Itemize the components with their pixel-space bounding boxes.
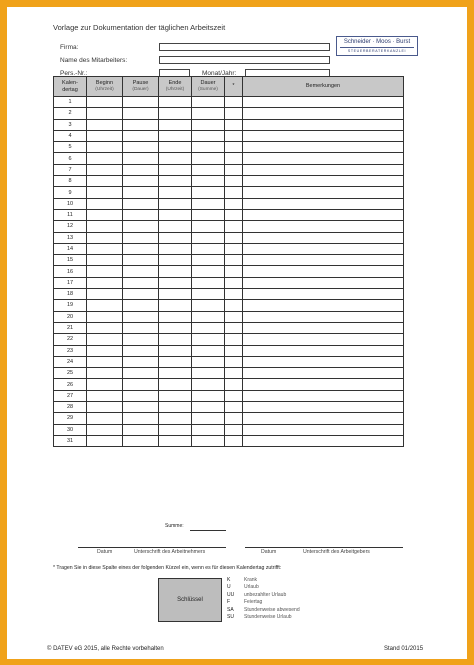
beginn-cell[interactable] [87,379,123,390]
day-cell: 13 [54,232,87,243]
table-row [54,153,404,164]
bemerkungen-cell[interactable] [243,266,404,277]
day-cell: 28 [54,402,87,413]
ende-cell[interactable] [159,243,192,254]
dauer-cell[interactable] [192,142,225,153]
table-row [54,255,404,266]
bemerkungen-cell[interactable] [243,322,404,333]
day-cell: 30 [54,424,87,435]
dauer-cell[interactable] [192,311,225,322]
day-cell: 8 [54,176,87,187]
ende-cell[interactable] [159,232,192,243]
code-cell[interactable] [225,300,243,311]
beginn-cell[interactable] [87,300,123,311]
code-cell[interactable] [225,390,243,401]
code-cell[interactable] [225,413,243,424]
pause-cell[interactable] [123,424,159,435]
code-cell[interactable] [225,130,243,141]
code-cell[interactable] [225,187,243,198]
code-cell[interactable] [225,221,243,232]
bemerkungen-cell[interactable] [243,435,404,446]
dauer-cell[interactable] [192,390,225,401]
ende-cell[interactable] [159,164,192,175]
day-cell: 26 [54,379,87,390]
pause-cell[interactable] [123,322,159,333]
beginn-cell[interactable] [87,413,123,424]
table-row [54,379,404,390]
key-row: F Feiertag [227,599,263,606]
bemerkungen-cell[interactable] [243,424,404,435]
code-cell[interactable] [225,379,243,390]
table-row [54,198,404,209]
table-row [54,413,404,424]
table-row [54,142,404,153]
ende-cell[interactable] [159,289,192,300]
employee-date-label: Datum [97,549,113,555]
pause-cell[interactable] [123,164,159,175]
pause-cell[interactable] [123,300,159,311]
ende-cell[interactable] [159,153,192,164]
day-cell: 7 [54,164,87,175]
code-cell[interactable] [225,402,243,413]
ende-cell[interactable] [159,424,192,435]
bemerkungen-cell[interactable] [243,413,404,424]
code-cell[interactable] [225,119,243,130]
logo-subtitle: STEUERBERATERKANZLEI [340,47,414,54]
beginn-cell[interactable] [87,97,123,108]
ende-cell[interactable] [159,277,192,288]
dauer-cell[interactable] [192,255,225,266]
header-code: * [225,77,243,97]
beginn-cell[interactable] [87,424,123,435]
dauer-cell[interactable] [192,209,225,220]
day-cell: 14 [54,243,87,254]
day-cell: 20 [54,311,87,322]
table-row [54,164,404,175]
table-row [54,108,404,119]
bemerkungen-cell[interactable] [243,221,404,232]
day-cell: 5 [54,142,87,153]
code-cell[interactable] [225,345,243,356]
pause-cell[interactable] [123,266,159,277]
ende-cell[interactable] [159,221,192,232]
pause-cell[interactable] [123,142,159,153]
pause-cell[interactable] [123,232,159,243]
ende-cell[interactable] [159,198,192,209]
code-cell[interactable] [225,424,243,435]
beginn-cell[interactable] [87,164,123,175]
pers-nr-label: Pers.-Nr.: [60,70,88,77]
table-row [54,130,404,141]
ende-cell[interactable] [159,255,192,266]
beginn-cell[interactable] [87,277,123,288]
bemerkungen-cell[interactable] [243,255,404,266]
ende-cell[interactable] [159,119,192,130]
day-cell: 11 [54,209,87,220]
dauer-cell[interactable] [192,164,225,175]
table-row [54,266,404,277]
pause-cell[interactable] [123,198,159,209]
code-cell[interactable] [225,356,243,367]
pause-cell[interactable] [123,402,159,413]
logo-name: Schneider · Moos · Burst [343,39,411,45]
dauer-cell[interactable] [192,243,225,254]
table-body [54,97,404,447]
bemerkungen-cell[interactable] [243,402,404,413]
code-cell[interactable] [225,311,243,322]
table-row [54,334,404,345]
beginn-cell[interactable] [87,255,123,266]
bemerkungen-cell[interactable] [243,345,404,356]
timesheet-table [53,76,404,447]
beginn-cell[interactable] [87,368,123,379]
employee-signature-line[interactable] [78,547,226,548]
bemerkungen-cell[interactable] [243,390,404,401]
pause-cell[interactable] [123,368,159,379]
header-bemerkungen: Bemerkungen [243,77,404,97]
header-beginn: Beginn (Uhrzeit) [87,77,123,97]
bemerkungen-cell[interactable] [243,142,404,153]
legend-note: * Tragen Sie in diese Spalte eines der folgenden Kürzel ein, wenn es für diesen Kalendertag zutrifft: [53,565,282,571]
ende-cell[interactable] [159,345,192,356]
day-cell: 1 [54,97,87,108]
pause-cell[interactable] [123,130,159,141]
beginn-cell[interactable] [87,209,123,220]
beginn-cell[interactable] [87,221,123,232]
pause-cell[interactable] [123,243,159,254]
dauer-cell[interactable] [192,187,225,198]
bemerkungen-cell[interactable] [243,334,404,345]
ende-cell[interactable] [159,402,192,413]
ende-cell[interactable] [159,187,192,198]
code-cell[interactable] [225,435,243,446]
dauer-cell[interactable] [192,108,225,119]
bemerkungen-cell[interactable] [243,379,404,390]
firma-label: Firma: [60,44,79,51]
code-cell[interactable] [225,153,243,164]
day-cell: 19 [54,300,87,311]
day-cell: 9 [54,187,87,198]
bemerkungen-cell[interactable] [243,289,404,300]
beginn-cell[interactable] [87,435,123,446]
table-row [54,300,404,311]
ende-cell[interactable] [159,356,192,367]
ende-cell[interactable] [159,176,192,187]
dauer-cell[interactable] [192,345,225,356]
table-row [54,402,404,413]
dauer-cell[interactable] [192,153,225,164]
pause-cell[interactable] [123,153,159,164]
bemerkungen-cell[interactable] [243,198,404,209]
beginn-cell[interactable] [87,153,123,164]
ende-cell[interactable] [159,108,192,119]
table-row [54,356,404,367]
key-row: U Urlaub [227,584,259,591]
table-row [54,243,404,254]
pause-cell[interactable] [123,255,159,266]
day-cell: 12 [54,221,87,232]
table-row [54,311,404,322]
pause-cell[interactable] [123,289,159,300]
ende-cell[interactable] [159,322,192,333]
table-row [54,390,404,401]
bemerkungen-cell[interactable] [243,277,404,288]
key-row: SA Stundenweise abwesend [227,606,300,613]
day-cell: 17 [54,277,87,288]
code-cell[interactable] [225,322,243,333]
beginn-cell[interactable] [87,289,123,300]
dauer-cell[interactable] [192,300,225,311]
code-cell[interactable] [225,232,243,243]
day-cell: 18 [54,289,87,300]
employee-name-field[interactable] [159,56,330,64]
dauer-cell[interactable] [192,198,225,209]
bemerkungen-cell[interactable] [243,164,404,175]
ende-cell[interactable] [159,130,192,141]
ende-cell[interactable] [159,266,192,277]
beginn-cell[interactable] [87,108,123,119]
employer-signature-line[interactable] [245,547,403,548]
code-cell[interactable] [225,176,243,187]
header-dauer: Dauer (Summe) [192,77,225,97]
firma-field[interactable] [159,43,330,51]
dauer-cell[interactable] [192,413,225,424]
bemerkungen-cell[interactable] [243,311,404,322]
pause-cell[interactable] [123,277,159,288]
table-row [54,289,404,300]
header-ende: Ende (Uhrzeit) [159,77,192,97]
code-cell[interactable] [225,334,243,345]
beginn-cell[interactable] [87,266,123,277]
header-pause: Pause (Dauer) [123,77,159,97]
table-row [54,221,404,232]
day-cell: 29 [54,413,87,424]
dauer-cell[interactable] [192,266,225,277]
dauer-cell[interactable] [192,379,225,390]
ende-cell[interactable] [159,379,192,390]
pause-cell[interactable] [123,345,159,356]
dauer-cell[interactable] [192,277,225,288]
key-row: SU Stundenweise Urlaub [227,614,292,621]
code-cell[interactable] [225,142,243,153]
key-box-label: Schlüssel [177,597,203,603]
table-row [54,424,404,435]
day-cell: 31 [54,435,87,446]
bemerkungen-cell[interactable] [243,176,404,187]
key-row: K Krank [227,577,258,583]
ende-cell[interactable] [159,413,192,424]
beginn-cell[interactable] [87,243,123,254]
day-cell: 16 [54,266,87,277]
table-row [54,322,404,333]
code-cell[interactable] [225,289,243,300]
table-row [54,232,404,243]
table-row [54,176,404,187]
pause-cell[interactable] [123,379,159,390]
key-box [158,578,222,622]
key-row: UU unbezahlter Urlaub [227,591,287,598]
pause-cell[interactable] [123,356,159,367]
beginn-cell[interactable] [87,345,123,356]
table-row [54,345,404,356]
dauer-cell[interactable] [192,232,225,243]
table-row [54,187,404,198]
beginn-cell[interactable] [87,232,123,243]
bemerkungen-cell[interactable] [243,97,404,108]
header-kalendertag: Kalen- dertag [54,77,87,97]
pause-cell[interactable] [123,119,159,130]
code-cell[interactable] [225,266,243,277]
table-row [54,368,404,379]
beginn-cell[interactable] [87,142,123,153]
pause-cell[interactable] [123,311,159,322]
dauer-cell[interactable] [192,402,225,413]
beginn-cell[interactable] [87,356,123,367]
code-cell[interactable] [225,255,243,266]
pause-cell[interactable] [123,334,159,345]
document-title: Vorlage zur Dokumentation der täglichen Arbeitszeit [53,23,226,32]
beginn-cell[interactable] [87,322,123,333]
ende-cell[interactable] [159,311,192,322]
table-row [54,97,404,108]
footer-version: Stand 01/2015 [384,646,424,652]
dauer-cell[interactable] [192,435,225,446]
table-row [54,119,404,130]
day-cell: 2 [54,108,87,119]
dauer-cell[interactable] [192,368,225,379]
beginn-cell[interactable] [87,119,123,130]
dauer-cell[interactable] [192,119,225,130]
table-row [54,209,404,220]
ende-cell[interactable] [159,390,192,401]
ende-cell[interactable] [159,209,192,220]
beginn-cell[interactable] [87,402,123,413]
beginn-cell[interactable] [87,187,123,198]
day-cell: 3 [54,119,87,130]
bemerkungen-cell[interactable] [243,153,404,164]
pause-cell[interactable] [123,187,159,198]
beginn-cell[interactable] [87,130,123,141]
ende-cell[interactable] [159,97,192,108]
dauer-cell[interactable] [192,289,225,300]
beginn-cell[interactable] [87,198,123,209]
employee-signature-label: Unterschrift des Arbeitnehmers [134,549,206,555]
beginn-cell[interactable] [87,390,123,401]
bemerkungen-cell[interactable] [243,368,404,379]
code-cell[interactable] [225,198,243,209]
beginn-cell[interactable] [87,311,123,322]
dauer-cell[interactable] [192,356,225,367]
footer-copyright: © DATEV eG 2015, alle Rechte vorbehalten [47,646,164,652]
table-row [54,435,404,446]
ende-cell[interactable] [159,300,192,311]
code-cell[interactable] [225,164,243,175]
bemerkungen-cell[interactable] [243,119,404,130]
day-cell: 4 [54,130,87,141]
day-cell: 10 [54,198,87,209]
company-logo [336,36,418,56]
summe-label: Summe: [165,523,184,529]
month-year-label: Monat/Jahr: [202,70,237,77]
day-cell: 6 [54,153,87,164]
beginn-cell[interactable] [87,176,123,187]
pause-cell[interactable] [123,108,159,119]
code-cell[interactable] [225,209,243,220]
bemerkungen-cell[interactable] [243,356,404,367]
summe-line [190,530,226,531]
key-list [227,577,300,621]
pause-cell[interactable] [123,176,159,187]
bemerkungen-cell[interactable] [243,108,404,119]
dauer-cell[interactable] [192,322,225,333]
bemerkungen-cell[interactable] [243,130,404,141]
pause-cell[interactable] [123,221,159,232]
pause-cell[interactable] [123,435,159,446]
bemerkungen-cell[interactable] [243,187,404,198]
pause-cell[interactable] [123,97,159,108]
bemerkungen-cell[interactable] [243,209,404,220]
table-header-row [54,77,404,97]
dauer-cell[interactable] [192,334,225,345]
code-cell[interactable] [225,368,243,379]
bemerkungen-cell[interactable] [243,300,404,311]
dauer-cell[interactable] [192,130,225,141]
pause-cell[interactable] [123,209,159,220]
beginn-cell[interactable] [87,334,123,345]
ende-cell[interactable] [159,142,192,153]
code-cell[interactable] [225,97,243,108]
employer-date-label: Datum [261,549,277,555]
day-cell: 24 [54,356,87,367]
ende-cell[interactable] [159,435,192,446]
ende-cell[interactable] [159,368,192,379]
day-cell: 23 [54,345,87,356]
table-row [54,277,404,288]
pause-cell[interactable] [123,390,159,401]
employer-signature-label: Unterschrift des Arbeitgebers [303,549,370,555]
ende-cell[interactable] [159,334,192,345]
day-cell: 25 [54,368,87,379]
day-cell: 22 [54,334,87,345]
day-cell: 27 [54,390,87,401]
dauer-cell[interactable] [192,221,225,232]
dauer-cell[interactable] [192,97,225,108]
code-cell[interactable] [225,108,243,119]
pause-cell[interactable] [123,413,159,424]
dauer-cell[interactable] [192,176,225,187]
employee-name-label: Name des Mitarbeiters: [60,57,128,64]
day-cell: 21 [54,322,87,333]
bemerkungen-cell[interactable] [243,243,404,254]
dauer-cell[interactable] [192,424,225,435]
code-cell[interactable] [225,277,243,288]
code-cell[interactable] [225,243,243,254]
day-cell: 15 [54,255,87,266]
bemerkungen-cell[interactable] [243,232,404,243]
